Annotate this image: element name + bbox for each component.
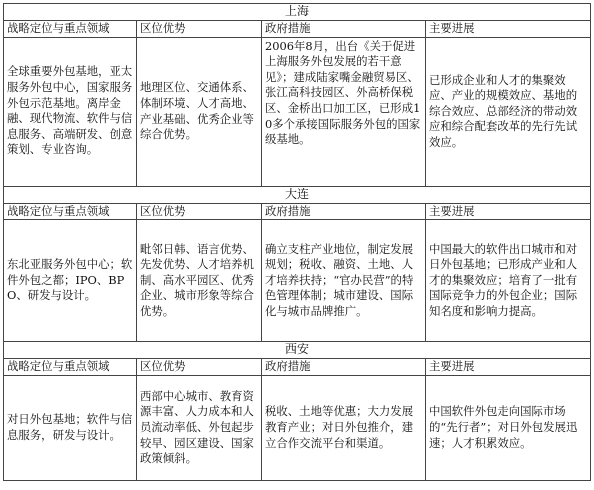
cell-government-measures: 税收、土地等优惠；大力发展教育产业；对日外包推介，建立合作交流平台和渠道。 [262,375,426,480]
cell-location-advantage: 毗邻日韩、语言优势、先发优势、人才培养机制、高水平园区、优秀企业、城市形象等综合优势。 [137,220,262,342]
header-government-measures: 政府措施 [262,359,426,376]
header-main-progress: 主要进展 [426,203,591,220]
header-government-measures: 政府措施 [262,21,426,38]
column-header-row [4,203,591,220]
column-header-row [4,359,591,376]
cell-strategy: 对日外包基地；软件与信息服务，研发与设计。 [4,375,137,480]
header-strategy: 战略定位与重点领域 [4,203,137,220]
column-header-row [4,21,591,38]
data-row [4,37,591,186]
city-name-xian: 西安 [4,342,591,359]
cell-location-advantage: 地理区位、交通体系、体制环境、人才高地、产业基础、优秀企业等综合优势。 [137,37,262,186]
city-name-dalian: 大连 [4,186,591,203]
cell-government-measures: 确立支柱产业地位，制定发展规划；税收、融资、土地、人才培养扶持；“官办民营”的特色管理体制；城市建设、国际化与城市品牌推广。 [262,220,426,342]
cell-strategy: 东北亚服务外包中心；软件外包之都；IPO、BPO、研发与设计。 [4,220,137,342]
header-government-measures: 政府措施 [262,203,426,220]
header-main-progress: 主要进展 [426,359,591,376]
data-row [4,220,591,342]
section-header-row [4,186,591,203]
section-header-row [4,4,591,21]
outsourcing-comparison-table [3,3,591,481]
cell-strategy: 全球重要外包基地，亚太服务外包中心，国家服务外包示范基地。离岸金融、现代物流、软件与信息服务、高端研发、创意策划、专业咨询。 [4,37,137,186]
cell-location-advantage: 西部中心城市、教育资源丰富、人力成本和人员流动率低、外包起步较早、园区建设、国家政策倾斜。 [137,375,262,480]
header-main-progress: 主要进展 [426,21,591,38]
data-row [4,375,591,480]
section-header-row [4,342,591,359]
cell-government-measures: 2006年8月，出台《关于促进上海服务外包发展的若干意见》；建成陆家嘴金融贸易区、张江高科技园区、外高桥保税区、金桥出口加工区，已形成10多个承接国际服务外包的国家级基地。 [262,37,426,186]
header-location-advantage: 区位优势 [137,21,262,38]
header-location-advantage: 区位优势 [137,203,262,220]
cell-main-progress: 中国最大的软件出口城市和对日外包基地；已形成产业和人才的集聚效应；培育了一批有国际竞争力的外包企业；国际知名度和影响力提高。 [426,220,591,342]
header-strategy: 战略定位与重点领域 [4,359,137,376]
header-strategy: 战略定位与重点领域 [4,21,137,38]
cell-main-progress: 已形成企业和人才的集聚效应、产业的规模效应、基地的综合效应、总部经济的带动效应和综合配套改革的先行先试效应。 [426,37,591,186]
cell-main-progress: 中国软件外包走向国际市场的“先行者”；对日外包发展迅速；人才积累效应。 [426,375,591,480]
city-name-shanghai: 上海 [4,4,591,21]
header-location-advantage: 区位优势 [137,359,262,376]
